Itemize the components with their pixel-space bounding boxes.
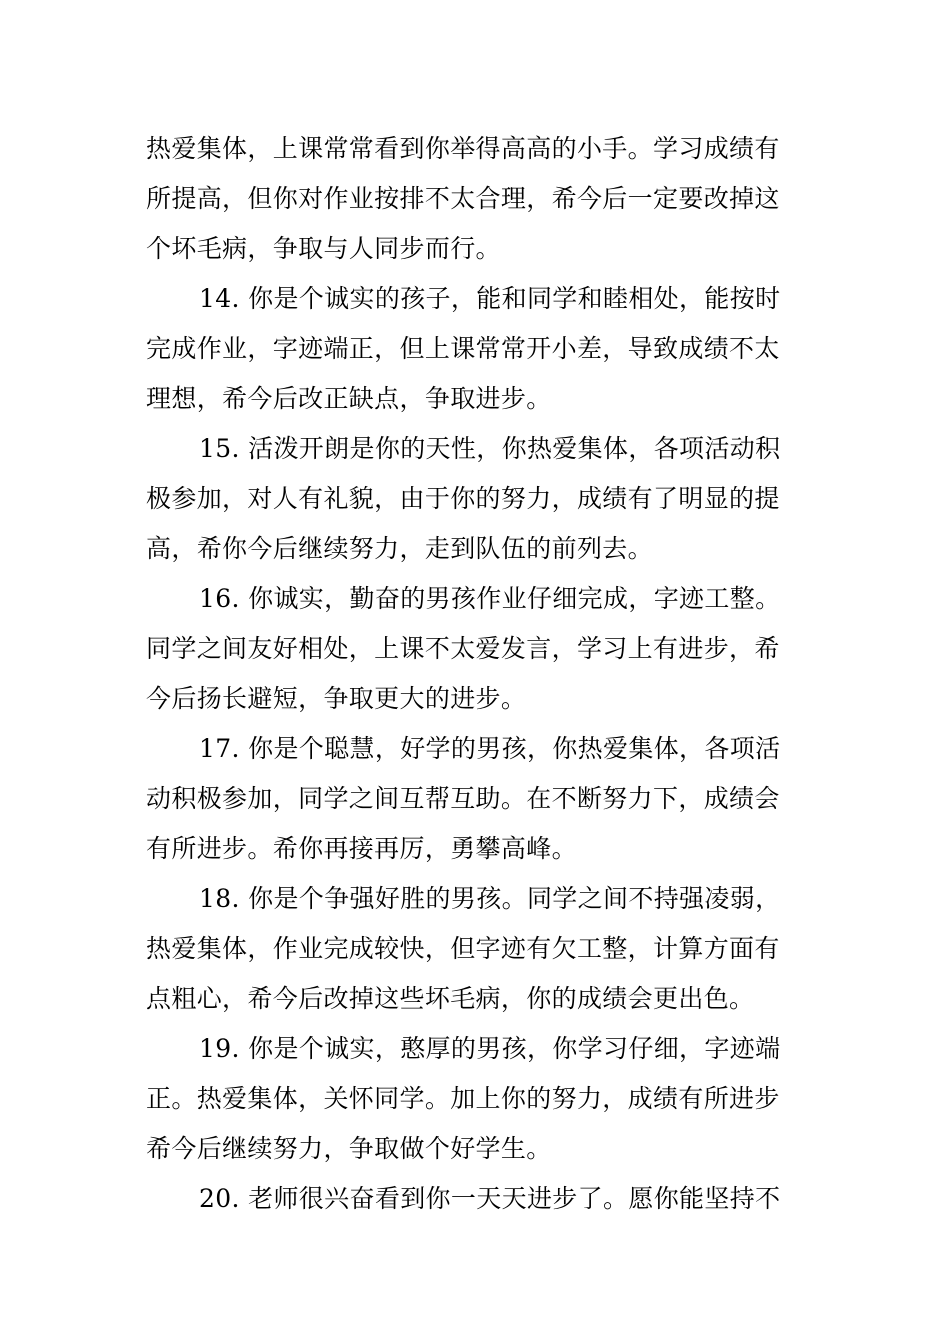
text-line: 动积极参加，同学之间互帮互助。在不断努力下，成绩会 [146, 784, 780, 813]
text-line: 极参加，对人有礼貌，由于你的努力，成绩有了明显的提 [146, 484, 780, 513]
text-line: 热爱集体，作业完成较快，但字迹有欠工整，计算方面有 [146, 934, 780, 963]
paragraph-20-start: 20. 老师很兴奋看到你一天天进步了。愿你能坚持不 [199, 1184, 781, 1213]
paragraph-19-start: 19. 你是个诚实，憨厚的男孩，你学习仔细，字迹端 [199, 1034, 781, 1063]
text-line: 理想，希今后改正缺点，争取进步。 [146, 384, 552, 413]
paragraph-17-start: 17. 你是个聪慧，好学的男孩，你热爱集体，各项活 [199, 734, 781, 763]
text-line: 有所进步。希你再接再厉，勇攀高峰。 [146, 834, 577, 863]
paragraph-18-start: 18. 你是个争强好胜的男孩。同学之间不持强凌弱， [199, 884, 781, 913]
text-line: 热爱集体，上课常常看到你举得高高的小手。学习成绩有 [146, 134, 780, 163]
text-line: 同学之间友好相处，上课不太爱发言，学习上有进步，希 [146, 634, 780, 663]
text-line: 希今后继续努力，争取做个好学生。 [146, 1134, 552, 1163]
text-line: 所提高，但你对作业按排不太合理，希今后一定要改掉这 [146, 184, 780, 213]
text-line: 正。热爱集体，关怀同学。加上你的努力，成绩有所进步 [146, 1084, 780, 1113]
text-line: 今后扬长避短，争取更大的进步。 [146, 684, 527, 713]
paragraph-16-start: 16. 你诚实，勤奋的男孩作业仔细完成，字迹工整。 [199, 584, 781, 613]
text-line: 点粗心，希今后改掉这些坏毛病，你的成绩会更出色。 [146, 984, 755, 1013]
document-body [146, 124, 808, 1224]
paragraph-15-start: 15. 活泼开朗是你的天性，你热爱集体，各项活动积 [199, 434, 781, 463]
text-line: 高，希你今后继续努力，走到队伍的前列去。 [146, 534, 654, 563]
paragraph-14-start: 14. 你是个诚实的孩子，能和同学和睦相处，能按时 [199, 284, 781, 313]
text-line: 个坏毛病，争取与人同步而行。 [146, 234, 501, 263]
text-line: 完成作业，字迹端正，但上课常常开小差，导致成绩不太 [146, 334, 780, 363]
